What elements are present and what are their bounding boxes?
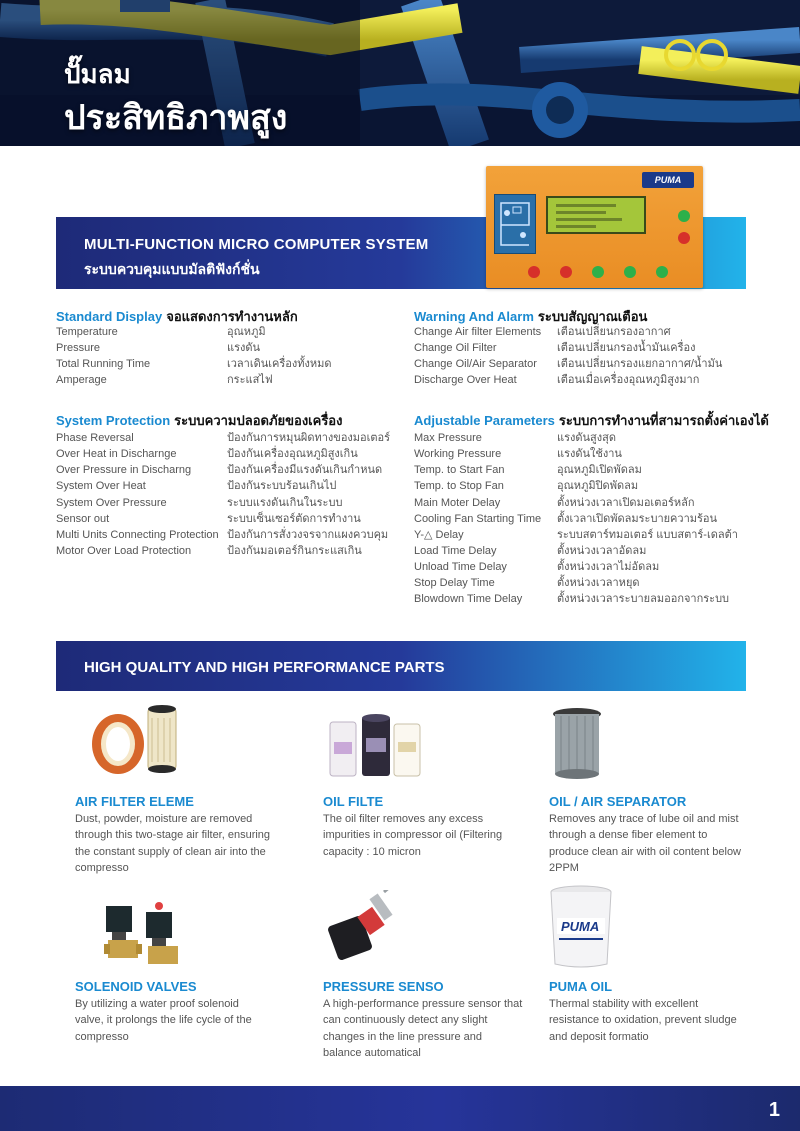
puma-logo: PUMA bbox=[642, 172, 694, 188]
spec-label: Load Time Delay bbox=[414, 544, 497, 557]
panel-button-icon bbox=[592, 266, 604, 278]
footer-bar bbox=[0, 1086, 800, 1131]
spec-value: เตือนเปลี่ยนกรองอากาศ bbox=[557, 326, 671, 338]
spec-value: ป้องกันการสั่งวงจรจากแผงควบคุม bbox=[227, 528, 389, 541]
hero-title-line1: ปั๊มลม bbox=[64, 59, 131, 89]
list-item bbox=[56, 430, 390, 446]
spec-value: ระบบเซ็นเซอร์ตัดการทำงาน bbox=[227, 512, 361, 525]
start-indicator-icon bbox=[678, 210, 690, 222]
list-item bbox=[56, 324, 332, 340]
standard-display-title-th: จอแสดงการทำงานหลัก bbox=[166, 309, 298, 324]
spec-label: System Over Pressure bbox=[56, 496, 167, 509]
spec-value: อุณหภูมิปิดพัดลม bbox=[557, 480, 639, 493]
spec-label: Cooling Fan Starting Time bbox=[414, 512, 542, 525]
list-item bbox=[56, 340, 332, 356]
spec-value: ตั้งเวลาเปิดพัดลมระบายความร้อน bbox=[557, 512, 718, 525]
list-item bbox=[414, 575, 738, 591]
spec-label: Max Pressure bbox=[414, 432, 482, 444]
spec-label: Motor Over Load Protection bbox=[56, 544, 192, 557]
part-description: Thermal stability with excellent resistance to oxidation, prevent sludge and deposit formatio bbox=[549, 998, 737, 1043]
part-description: By utilizing a water proof solenoid valve, it prolongs the life cycle of the compresso bbox=[75, 998, 252, 1043]
list-item bbox=[414, 543, 738, 559]
solenoid-valves-image bbox=[102, 898, 182, 968]
spec-value: ตั้งหน่วงเวลาอัดลม bbox=[557, 544, 647, 557]
list-item bbox=[56, 446, 390, 462]
part-name: OIL FILTE bbox=[323, 794, 384, 809]
hero-banner bbox=[0, 0, 800, 146]
micro-computer-title-th: ระบบควบคุมแบบมัลติฟังก์ชั่น bbox=[84, 261, 260, 277]
spec-value: ระบบแรงดันเกินในระบบ bbox=[227, 496, 343, 509]
list-item bbox=[414, 495, 738, 511]
spec-label: Temp. to Start Fan bbox=[414, 464, 505, 477]
spec-label: Sensor out bbox=[56, 512, 110, 525]
hero-title-line2: ประสิทธิภาพสูง bbox=[64, 99, 288, 137]
spec-value: เตือนเปลี่ยนกรองน้ำมันเครื่อง bbox=[557, 342, 696, 355]
spec-label: Temperature bbox=[56, 326, 118, 338]
list-item bbox=[56, 495, 390, 511]
spec-value: อุณหภูมิ bbox=[227, 326, 266, 338]
list-item bbox=[56, 372, 332, 388]
puma-oil-bucket-image bbox=[547, 884, 615, 970]
warning-alarm-title-en: Warning And Alarm bbox=[414, 309, 534, 324]
adjustable-parameters-heading bbox=[414, 410, 769, 431]
part-name: SOLENOID VALVES bbox=[75, 979, 197, 994]
system-protection-title-en: System Protection bbox=[56, 413, 171, 428]
parts-banner bbox=[56, 641, 746, 691]
spec-value: เวลาเดินเครื่องทั้งหมด bbox=[227, 358, 332, 371]
parts-banner-title: HIGH QUALITY AND HIGH PERFORMANCE PARTS bbox=[84, 659, 445, 676]
panel-button-icon bbox=[624, 266, 636, 278]
part-name: OIL / AIR SEPARATOR bbox=[549, 794, 687, 809]
spec-value: กระแสไฟ bbox=[227, 374, 273, 387]
oil-filter-image bbox=[326, 708, 426, 780]
spec-value: ป้องกันการหมุนผิดทางของมอเตอร์ bbox=[227, 432, 391, 444]
standard-display-list bbox=[56, 324, 332, 389]
spec-label: Stop Delay Time bbox=[414, 577, 495, 590]
spec-value: ป้องกันมอเตอร์กินกระแสเกิน bbox=[227, 544, 362, 557]
page-number: 1 bbox=[768, 1099, 780, 1121]
system-protection-heading bbox=[56, 410, 342, 431]
adjustable-parameters-title-en: Adjustable Parameters bbox=[414, 413, 555, 428]
spec-label: Change Air filter Elements bbox=[414, 326, 542, 338]
part-description: Dust, powder, moisture are removed through this two-stage air filter, ensuring the constant supply of clean air into the compresso bbox=[75, 813, 271, 874]
spec-value: เตือนเปลี่ยนกรองแยกอากาศ/น้ำมัน bbox=[557, 358, 723, 371]
schematic-display bbox=[494, 194, 536, 254]
spec-value: ป้องกันเครื่องมีแรงดันเกินกำหนด bbox=[227, 464, 383, 477]
spec-label: Working Pressure bbox=[414, 448, 502, 461]
adjustable-parameters-title-th: ระบบการทำงานที่สามารถตั้งค่าเองได้ bbox=[558, 413, 769, 428]
lcd-display bbox=[546, 196, 646, 234]
standard-display-title-en: Standard Display bbox=[56, 309, 163, 324]
spec-label: Temp. to Stop Fan bbox=[414, 480, 504, 493]
spec-label: Phase Reversal bbox=[56, 432, 134, 444]
list-item bbox=[56, 511, 390, 527]
part-description: The oil filter removes any excess impurities in compressor oil (Filtering capacity : 10 micron bbox=[323, 813, 503, 858]
list-item bbox=[414, 462, 738, 478]
system-protection-title-th: ระบบความปลอดภัยของเครื่อง bbox=[174, 413, 343, 428]
list-item bbox=[414, 591, 738, 607]
air-filter-image bbox=[88, 700, 188, 780]
spec-value: ตั้งหน่วงเวลาไม่อัดลม bbox=[557, 561, 660, 574]
list-item bbox=[414, 446, 738, 462]
part-name: PRESSURE SENSO bbox=[323, 979, 444, 994]
spec-label: Over Heat in Discharnge bbox=[56, 448, 177, 461]
panel-button-icon bbox=[560, 266, 572, 278]
spec-label: Over Pressure in Discharng bbox=[56, 464, 192, 477]
spec-label: Amperage bbox=[56, 374, 107, 387]
panel-button-icon bbox=[528, 266, 540, 278]
spec-value: ป้องกันเครื่องอุณหภูมิสูงเกิน bbox=[227, 448, 358, 461]
micro-computer-title-en: MULTI-FUNCTION MICRO COMPUTER SYSTEM bbox=[84, 236, 429, 253]
spec-label: Total Running Time bbox=[56, 358, 151, 371]
list-item bbox=[414, 559, 738, 575]
spec-label: Main Moter Delay bbox=[414, 496, 501, 509]
stop-indicator-icon bbox=[678, 232, 690, 244]
part-description: A high-performance pressure sensor that can continuously detect any slight changes in the line pressure and balance automatical bbox=[323, 998, 523, 1059]
list-item bbox=[414, 527, 738, 543]
controller-panel-image bbox=[486, 166, 703, 288]
svg-text:PUMA: PUMA bbox=[561, 919, 600, 934]
system-protection-list bbox=[56, 430, 390, 559]
list-item bbox=[414, 356, 722, 372]
list-item bbox=[56, 527, 390, 543]
spec-value: ตั้งหน่วงเวลาหยุด bbox=[557, 577, 640, 590]
spec-value: ระบบสตาร์ทมอเตอร์ แบบสตาร์-เดลต้า bbox=[557, 528, 738, 541]
spec-label: Blowdown Time Delay bbox=[414, 593, 523, 606]
part-name: AIR FILTER ELEME bbox=[75, 794, 194, 809]
part-description: Removes any trace of lube oil and mist through a dense fiber element to produce clean air with oil content below 2PPM bbox=[549, 813, 742, 874]
list-item bbox=[414, 478, 738, 494]
list-item bbox=[414, 511, 738, 527]
list-item bbox=[56, 356, 332, 372]
spec-value: ป้องกันระบบร้อนเกินไป bbox=[227, 480, 337, 493]
spec-value: เตือนเมื่อเครื่องอุณหภูมิสูงมาก bbox=[557, 374, 700, 387]
warning-alarm-list bbox=[414, 324, 722, 389]
list-item bbox=[56, 462, 390, 478]
spec-label: Change Oil/Air Separator bbox=[414, 358, 537, 371]
list-item bbox=[56, 543, 390, 559]
panel-button-icon bbox=[656, 266, 668, 278]
part-name: PUMA OIL bbox=[549, 979, 613, 994]
spec-value: ตั้งหน่วงเวลาระบายลมออกจากระบบ bbox=[557, 593, 730, 606]
oil-air-separator-image bbox=[549, 706, 605, 780]
spec-value: อุณหภูมิเปิดพัดลม bbox=[557, 464, 642, 477]
pressure-sensor-image bbox=[328, 890, 410, 972]
spec-value: ตั้งหน่วงเวลาเปิดมอเตอร์หลัก bbox=[557, 496, 695, 509]
list-item bbox=[414, 430, 738, 446]
spec-value: แรงดัน bbox=[227, 342, 261, 355]
spec-label: Change Oil Filter bbox=[414, 342, 497, 355]
spec-label: Discharge Over Heat bbox=[414, 374, 517, 387]
list-item bbox=[414, 372, 722, 388]
spec-value: แรงดันสูงสุด bbox=[557, 432, 616, 444]
spec-label: System Over Heat bbox=[56, 480, 146, 493]
spec-label: Multi Units Connecting Protection bbox=[56, 528, 219, 541]
list-item bbox=[414, 324, 722, 340]
list-item bbox=[56, 478, 390, 494]
spec-label: Unload Time Delay bbox=[414, 561, 507, 574]
adjustable-parameters-list bbox=[414, 430, 738, 608]
spec-label: Pressure bbox=[56, 342, 101, 355]
warning-alarm-title-th: ระบบสัญญาณเตือน bbox=[537, 309, 648, 324]
spec-value: แรงดันใช้งาน bbox=[557, 448, 622, 461]
list-item bbox=[414, 340, 722, 356]
spec-label: Y-△ Delay bbox=[414, 528, 464, 541]
